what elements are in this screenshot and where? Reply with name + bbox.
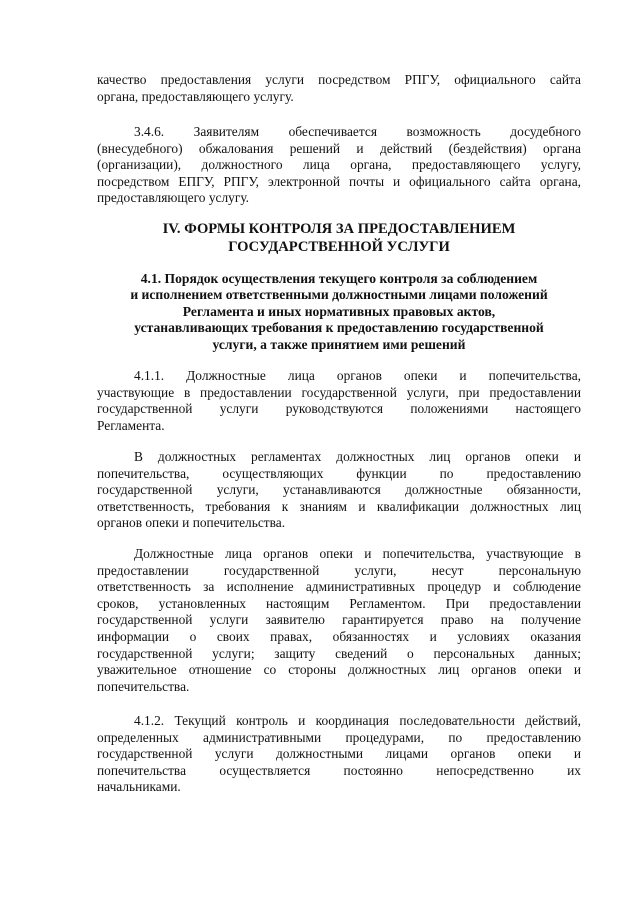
text-line: попечительства осуществляется постоянно непосредственно их <box>97 762 581 778</box>
text-line: (организации), должностного лица органа, предоставляющего услугу, <box>97 157 581 173</box>
text-line: ответственность за исполнение административных процедур и соблюдение <box>97 579 581 595</box>
paragraph-continuation <box>97 72 581 105</box>
text-line: Должностные лица органов опеки и попечительства, участвующие в <box>134 546 581 561</box>
heading-line: услуги, а также принятием ими решений <box>212 336 466 352</box>
paragraph-4-1-2 <box>97 713 581 796</box>
text-line: качество предоставления услуги посредством РПГУ, официального сайта <box>97 72 581 87</box>
heading-line: 4.1. Порядок осуществления текущего контроля за соблюдением <box>140 271 538 286</box>
paragraph-4-1-1 <box>97 368 581 434</box>
heading-line: и исполнением ответственными должностными лицами положений <box>130 287 548 303</box>
heading-line: IV. ФОРМЫ КОНТРОЛЯ ЗА ПРЕДОСТАВЛЕНИЕМ <box>162 221 516 237</box>
heading-line: устанавливающих требования к предоставлению государственной <box>134 320 544 336</box>
heading-line: Регламента и иных нормативных правовых актов, <box>182 303 496 319</box>
text-line: предоставляющего услугу. <box>97 190 250 206</box>
text-line: государственной услуги должностными лицами органов опеки и <box>97 746 581 762</box>
text-line: уважительное отношение со стороны должностных лиц органов опеки и <box>97 662 581 678</box>
text-line: 4.1.2. Текущий контроль и координация последовательности действий, <box>134 713 581 728</box>
text-line: посредством ЕПГУ, РПГУ, электронной почты и официального сайта органа, <box>97 173 581 189</box>
text-line: сроков, установленных настоящим Регламентом. При предоставлении <box>97 595 581 611</box>
text-line: попечительства, осуществляющих функции по предоставлению <box>97 465 581 481</box>
paragraph-3-4-6 <box>97 124 581 207</box>
text-line: органа, предоставляющего услугу. <box>97 88 294 104</box>
text-line: государственной услуги заявителю гарантируется право на получение <box>97 612 581 628</box>
text-line: органов опеки и попечительства. <box>97 515 286 531</box>
text-line: государственной услуги; защиту сведений о персональных данных; <box>97 645 581 661</box>
text-line: (внесудебного) обжалования решений и действий (бездействия) органа <box>97 140 581 156</box>
text-line: ответственность, требования к знаниям и квалификации должностных лиц <box>97 498 581 514</box>
section-heading <box>97 220 581 256</box>
paragraph-responsibility <box>97 546 581 695</box>
text-line: государственной услуги, устанавливаются должностные обязанности, <box>97 482 581 498</box>
text-line: 4.1.1. Должностные лица органов опеки и попечительства, <box>134 368 581 383</box>
paragraph-regulations <box>97 449 581 532</box>
text-line: информации о своих правах, обязанностях и условиях оказания <box>97 628 581 644</box>
text-line: Регламента. <box>97 417 165 433</box>
heading-line: ГОСУДАРСТВЕННОЙ УСЛУГИ <box>228 239 450 255</box>
text-line: попечительства. <box>97 678 190 694</box>
text-line: начальниками. <box>97 779 181 795</box>
text-line: определенных административными процедурами, по предоставлению <box>97 729 581 745</box>
text-line: В должностных регламентах должностных лиц органов опеки и <box>134 449 581 464</box>
text-line: 3.4.6. Заявителям обеспечивается возможность досудебного <box>134 124 581 139</box>
text-line: участвующие в предоставлении государственной услуги, при предоставлении <box>97 384 581 400</box>
text-line: государственной услуги руководствуются положениями настоящего <box>97 401 581 417</box>
subsection-heading <box>97 271 581 353</box>
text-line: предоставлении государственной услуги, несут персональную <box>97 562 581 578</box>
